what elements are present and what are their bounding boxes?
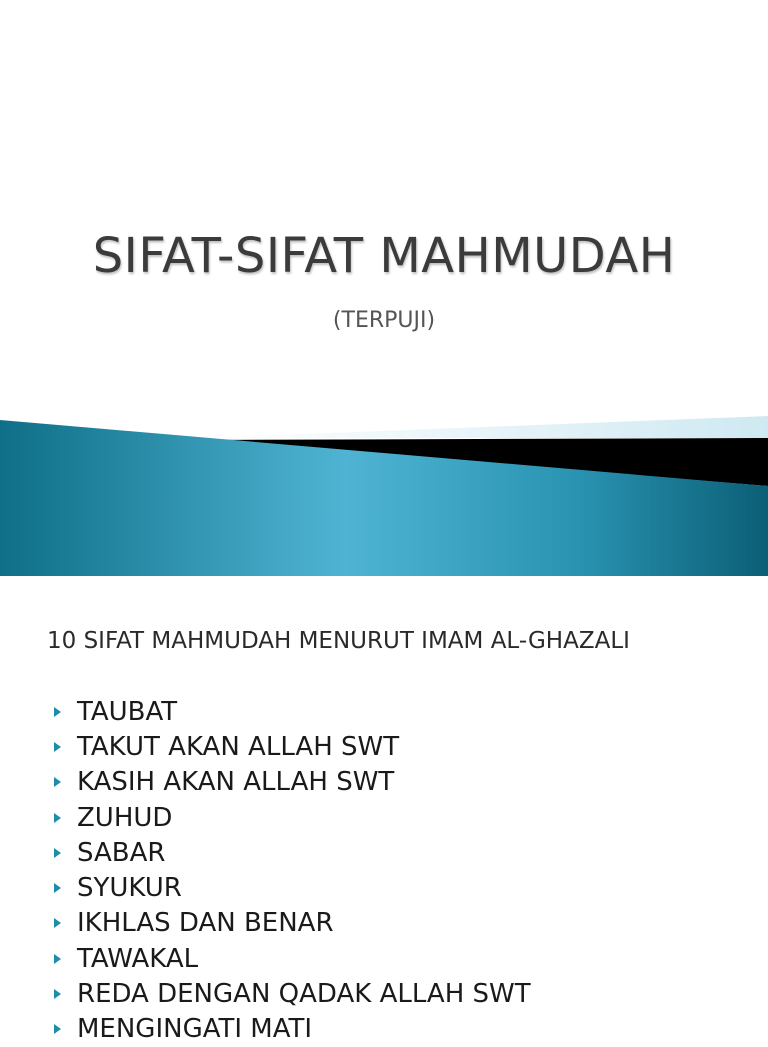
- slide-title: SIFAT-SIFAT MAHMUDAH: [92, 228, 676, 284]
- list-item: [54, 729, 531, 764]
- list-item-label: SABAR: [77, 837, 166, 868]
- list-item: [54, 835, 531, 870]
- sifat-list: [54, 694, 531, 1047]
- content-slide: [0, 576, 768, 1045]
- bullet-arrow-icon: [54, 989, 61, 999]
- list-item-label: TAKUT AKAN ALLAH SWT: [77, 731, 400, 762]
- bullet-arrow-icon: [54, 1024, 61, 1034]
- list-item: [54, 765, 531, 800]
- bullet-arrow-icon: [54, 883, 61, 893]
- bullet-arrow-icon: [54, 813, 61, 823]
- list-item: [54, 694, 531, 729]
- list-item-label: IKHLAS DAN BENAR: [77, 908, 334, 939]
- bullet-arrow-icon: [54, 848, 61, 858]
- bullet-arrow-icon: [54, 742, 61, 752]
- slide-subtitle: (TERPUJI): [332, 308, 436, 333]
- bullet-arrow-icon: [54, 777, 61, 787]
- bullet-arrow-icon: [54, 707, 61, 717]
- list-item: [54, 800, 531, 835]
- content-heading: 10 SIFAT MAHMUDAH MENURUT IMAM AL-GHAZALI: [47, 628, 630, 654]
- list-item-label: MENGINGATI MATI: [77, 1014, 313, 1045]
- list-item: [54, 941, 531, 976]
- bullet-arrow-icon: [54, 918, 61, 928]
- list-item-label: SYUKUR: [77, 873, 182, 904]
- list-item-label: TAWAKAL: [77, 943, 199, 974]
- bullet-arrow-icon: [54, 954, 61, 964]
- list-item-label: ZUHUD: [77, 802, 173, 833]
- band-light-strip: [200, 416, 768, 438]
- list-item-label: TAUBAT: [77, 696, 178, 727]
- decorative-band: [0, 410, 768, 576]
- list-item: [54, 1012, 531, 1047]
- list-item: [54, 976, 531, 1011]
- list-item-label: REDA DENGAN QADAK ALLAH SWT: [77, 979, 531, 1010]
- list-item: [54, 870, 531, 905]
- list-item: [54, 906, 531, 941]
- list-item-label: KASIH AKAN ALLAH SWT: [77, 767, 395, 798]
